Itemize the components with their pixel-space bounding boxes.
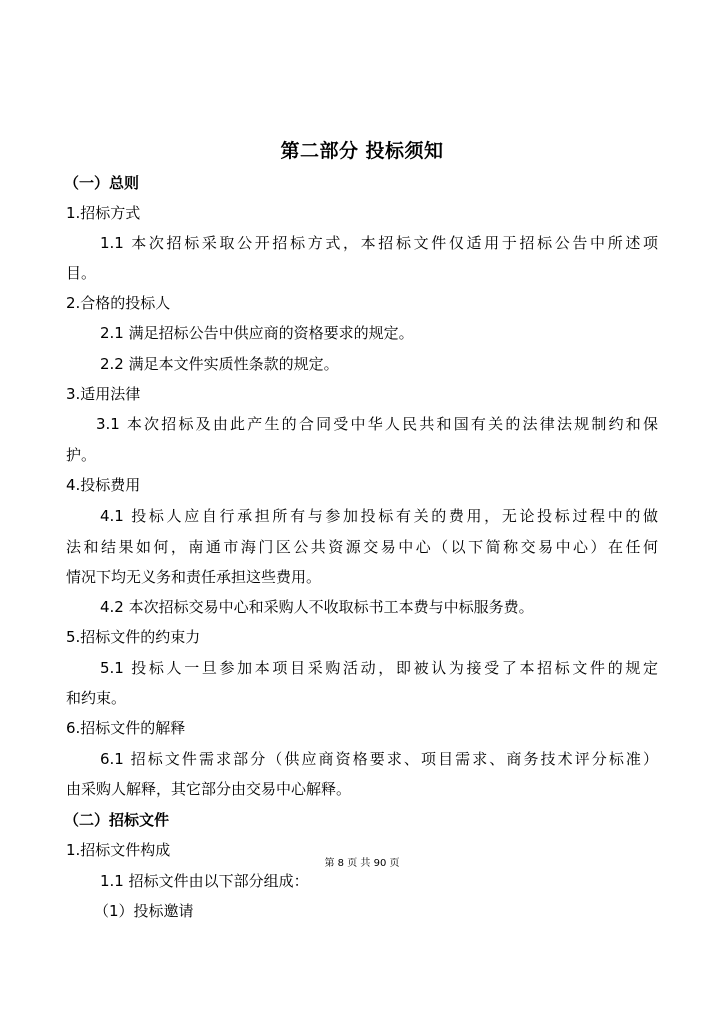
- section-heading-general: （一）总则: [64, 174, 140, 192]
- paragraph-2-1: 2.1 满足招标公告中供应商的资格要求的规定。: [100, 324, 414, 342]
- paragraph-4-2: 4.2 本次招标交易中心和采购人不收取标书工本费与中标服务费。: [100, 598, 534, 616]
- paragraph-5-1-cont: 和约束。: [66, 689, 127, 707]
- list-item-bid-invitation: （1）投标邀请: [94, 902, 194, 920]
- section-heading-bidding-documents: （二）招标文件: [64, 811, 170, 829]
- clause-heading-4: 4.投标费用: [66, 476, 141, 494]
- clause-heading-doc-composition: 1.招标文件构成: [66, 841, 171, 859]
- paragraph-1-1-cont: 目。: [66, 264, 97, 282]
- page-title: 第二部分 投标须知: [280, 140, 444, 162]
- clause-heading-3: 3.适用法律: [66, 385, 141, 403]
- paragraph-doc-1-1: 1.1 招标文件由以下部分组成：: [100, 872, 309, 890]
- paragraph-6-1-cont: 由采购人解释，其它部分由交易中心解释。: [66, 780, 352, 798]
- clause-heading-6: 6.招标文件的解释: [66, 719, 186, 737]
- paragraph-1-1: 1.1 本次招标采取公开招标方式，本招标文件仅适用于招标公告中所述项: [100, 234, 658, 252]
- paragraph-4-1-line3: 情况下均无义务和责任承担这些费用。: [66, 568, 322, 586]
- paragraph-4-1-line2: 法和结果如何，南通市海门区公共资源交易中心（以下简称交易中心）在任何: [66, 538, 658, 556]
- clause-heading-2: 2.合格的投标人: [66, 294, 171, 312]
- clause-heading-5: 5.招标文件的约束力: [66, 628, 201, 646]
- page-footer: 第 8 页 共 90 页: [324, 858, 400, 869]
- paragraph-6-1: 6.1 招标文件需求部分（供应商资格要求、项目需求、商务技术评分标准）: [100, 750, 658, 768]
- paragraph-3-1: 3.1 本次招标及由此产生的合同受中华人民共和国有关的法律法规制约和保: [96, 415, 658, 433]
- paragraph-3-1-cont: 护。: [66, 446, 97, 464]
- paragraph-2-2: 2.2 满足本文件实质性条款的规定。: [100, 355, 339, 373]
- paragraph-4-1: 4.1 投标人应自行承担所有与参加投标有关的费用，无论投标过程中的做: [100, 507, 658, 525]
- paragraph-5-1: 5.1 投标人一旦参加本项目采购活动，即被认为接受了本招标文件的规定: [100, 659, 658, 677]
- clause-heading-1: 1.招标方式: [66, 204, 141, 222]
